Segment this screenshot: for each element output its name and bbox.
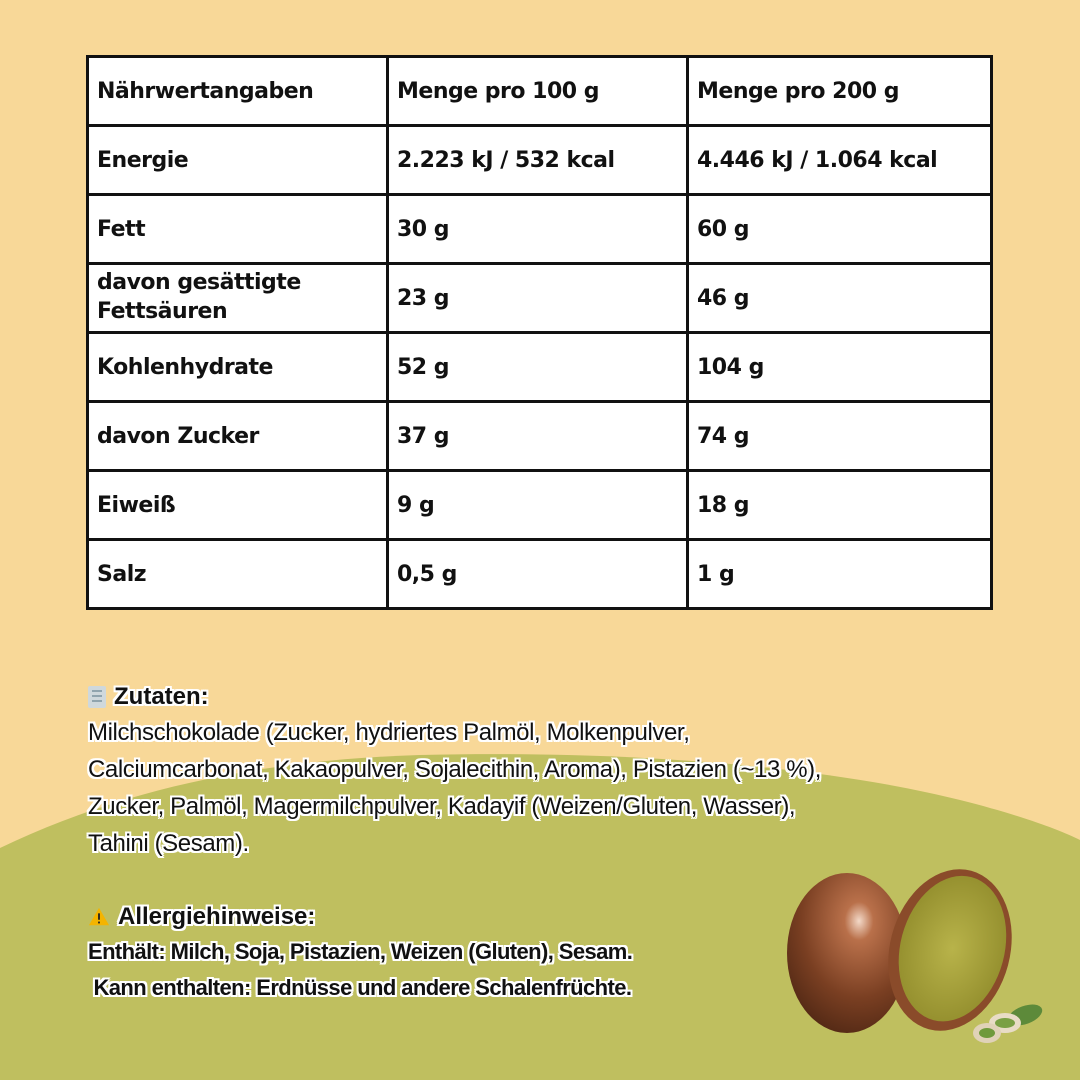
allergens-contains: Enthält: Milch, Soja, Pistazien, Weizen (Gluten), Sesam. — [88, 939, 633, 964]
value-per-200g: 74 g — [688, 402, 992, 471]
header-cell: Menge pro 100 g — [388, 57, 688, 126]
product-image — [775, 855, 1060, 1055]
value-per-100g: 0,5 g — [388, 540, 688, 609]
table-row — [88, 126, 992, 195]
table-row — [88, 402, 992, 471]
value-per-100g: 52 g — [388, 333, 688, 402]
table-header-row — [88, 57, 992, 126]
table-row — [88, 264, 992, 333]
ingredients-section — [88, 680, 988, 862]
nutrient-label: Fett — [88, 195, 388, 264]
ingredients-line: Tahini (Sesam). — [88, 830, 249, 857]
ingredients-line: Calciumcarbonat, Kakaopulver, Sojalecithin, Aroma), Pistazien (~13 %), — [88, 756, 822, 783]
value-per-100g: 30 g — [388, 195, 688, 264]
table-row — [88, 540, 992, 609]
table-row — [88, 195, 992, 264]
document-icon — [88, 686, 106, 708]
nutrient-label: davon gesättigte Fettsäuren — [88, 264, 388, 333]
nutrient-label: Energie — [88, 126, 388, 195]
allergens-may-contain: Kann enthalten: Erdnüsse und andere Schalenfrüchte. — [88, 975, 632, 1000]
value-per-200g: 18 g — [688, 471, 992, 540]
nutrition-table — [86, 55, 993, 610]
value-per-200g: 1 g — [688, 540, 992, 609]
header-cell: Menge pro 200 g — [688, 57, 992, 126]
allergens-heading-row — [88, 900, 632, 934]
value-per-100g: 23 g — [388, 264, 688, 333]
nutrient-label: Salz — [88, 540, 388, 609]
ingredients-line: Zucker, Palmöl, Magermilchpulver, Kadayif (Weizen/Gluten, Wasser), — [88, 793, 796, 820]
ingredients-heading: Zutaten: — [114, 683, 209, 710]
ingredients-text — [88, 714, 988, 862]
value-per-100g: 2.223 kJ / 532 kcal — [388, 126, 688, 195]
value-per-100g: 37 g — [388, 402, 688, 471]
ingredients-heading-row — [88, 680, 988, 714]
value-per-100g: 9 g — [388, 471, 688, 540]
warning-icon — [88, 906, 110, 928]
allergens-text — [88, 934, 632, 1006]
nutrient-label: Kohlenhydrate — [88, 333, 388, 402]
value-per-200g: 60 g — [688, 195, 992, 264]
ingredients-line: Milchschokolade (Zucker, hydriertes Palmöl, Molkenpulver, — [88, 719, 690, 746]
value-per-200g: 46 g — [688, 264, 992, 333]
allergens-section — [88, 900, 632, 1006]
table-row — [88, 333, 992, 402]
value-per-200g: 4.446 kJ / 1.064 kcal — [688, 126, 992, 195]
value-per-200g: 104 g — [688, 333, 992, 402]
allergens-heading: Allergiehinweise: — [118, 903, 316, 930]
nutrient-label: davon Zucker — [88, 402, 388, 471]
header-cell: Nährwertangaben — [88, 57, 388, 126]
table-row — [88, 471, 992, 540]
nutrient-label: Eiweiß — [88, 471, 388, 540]
